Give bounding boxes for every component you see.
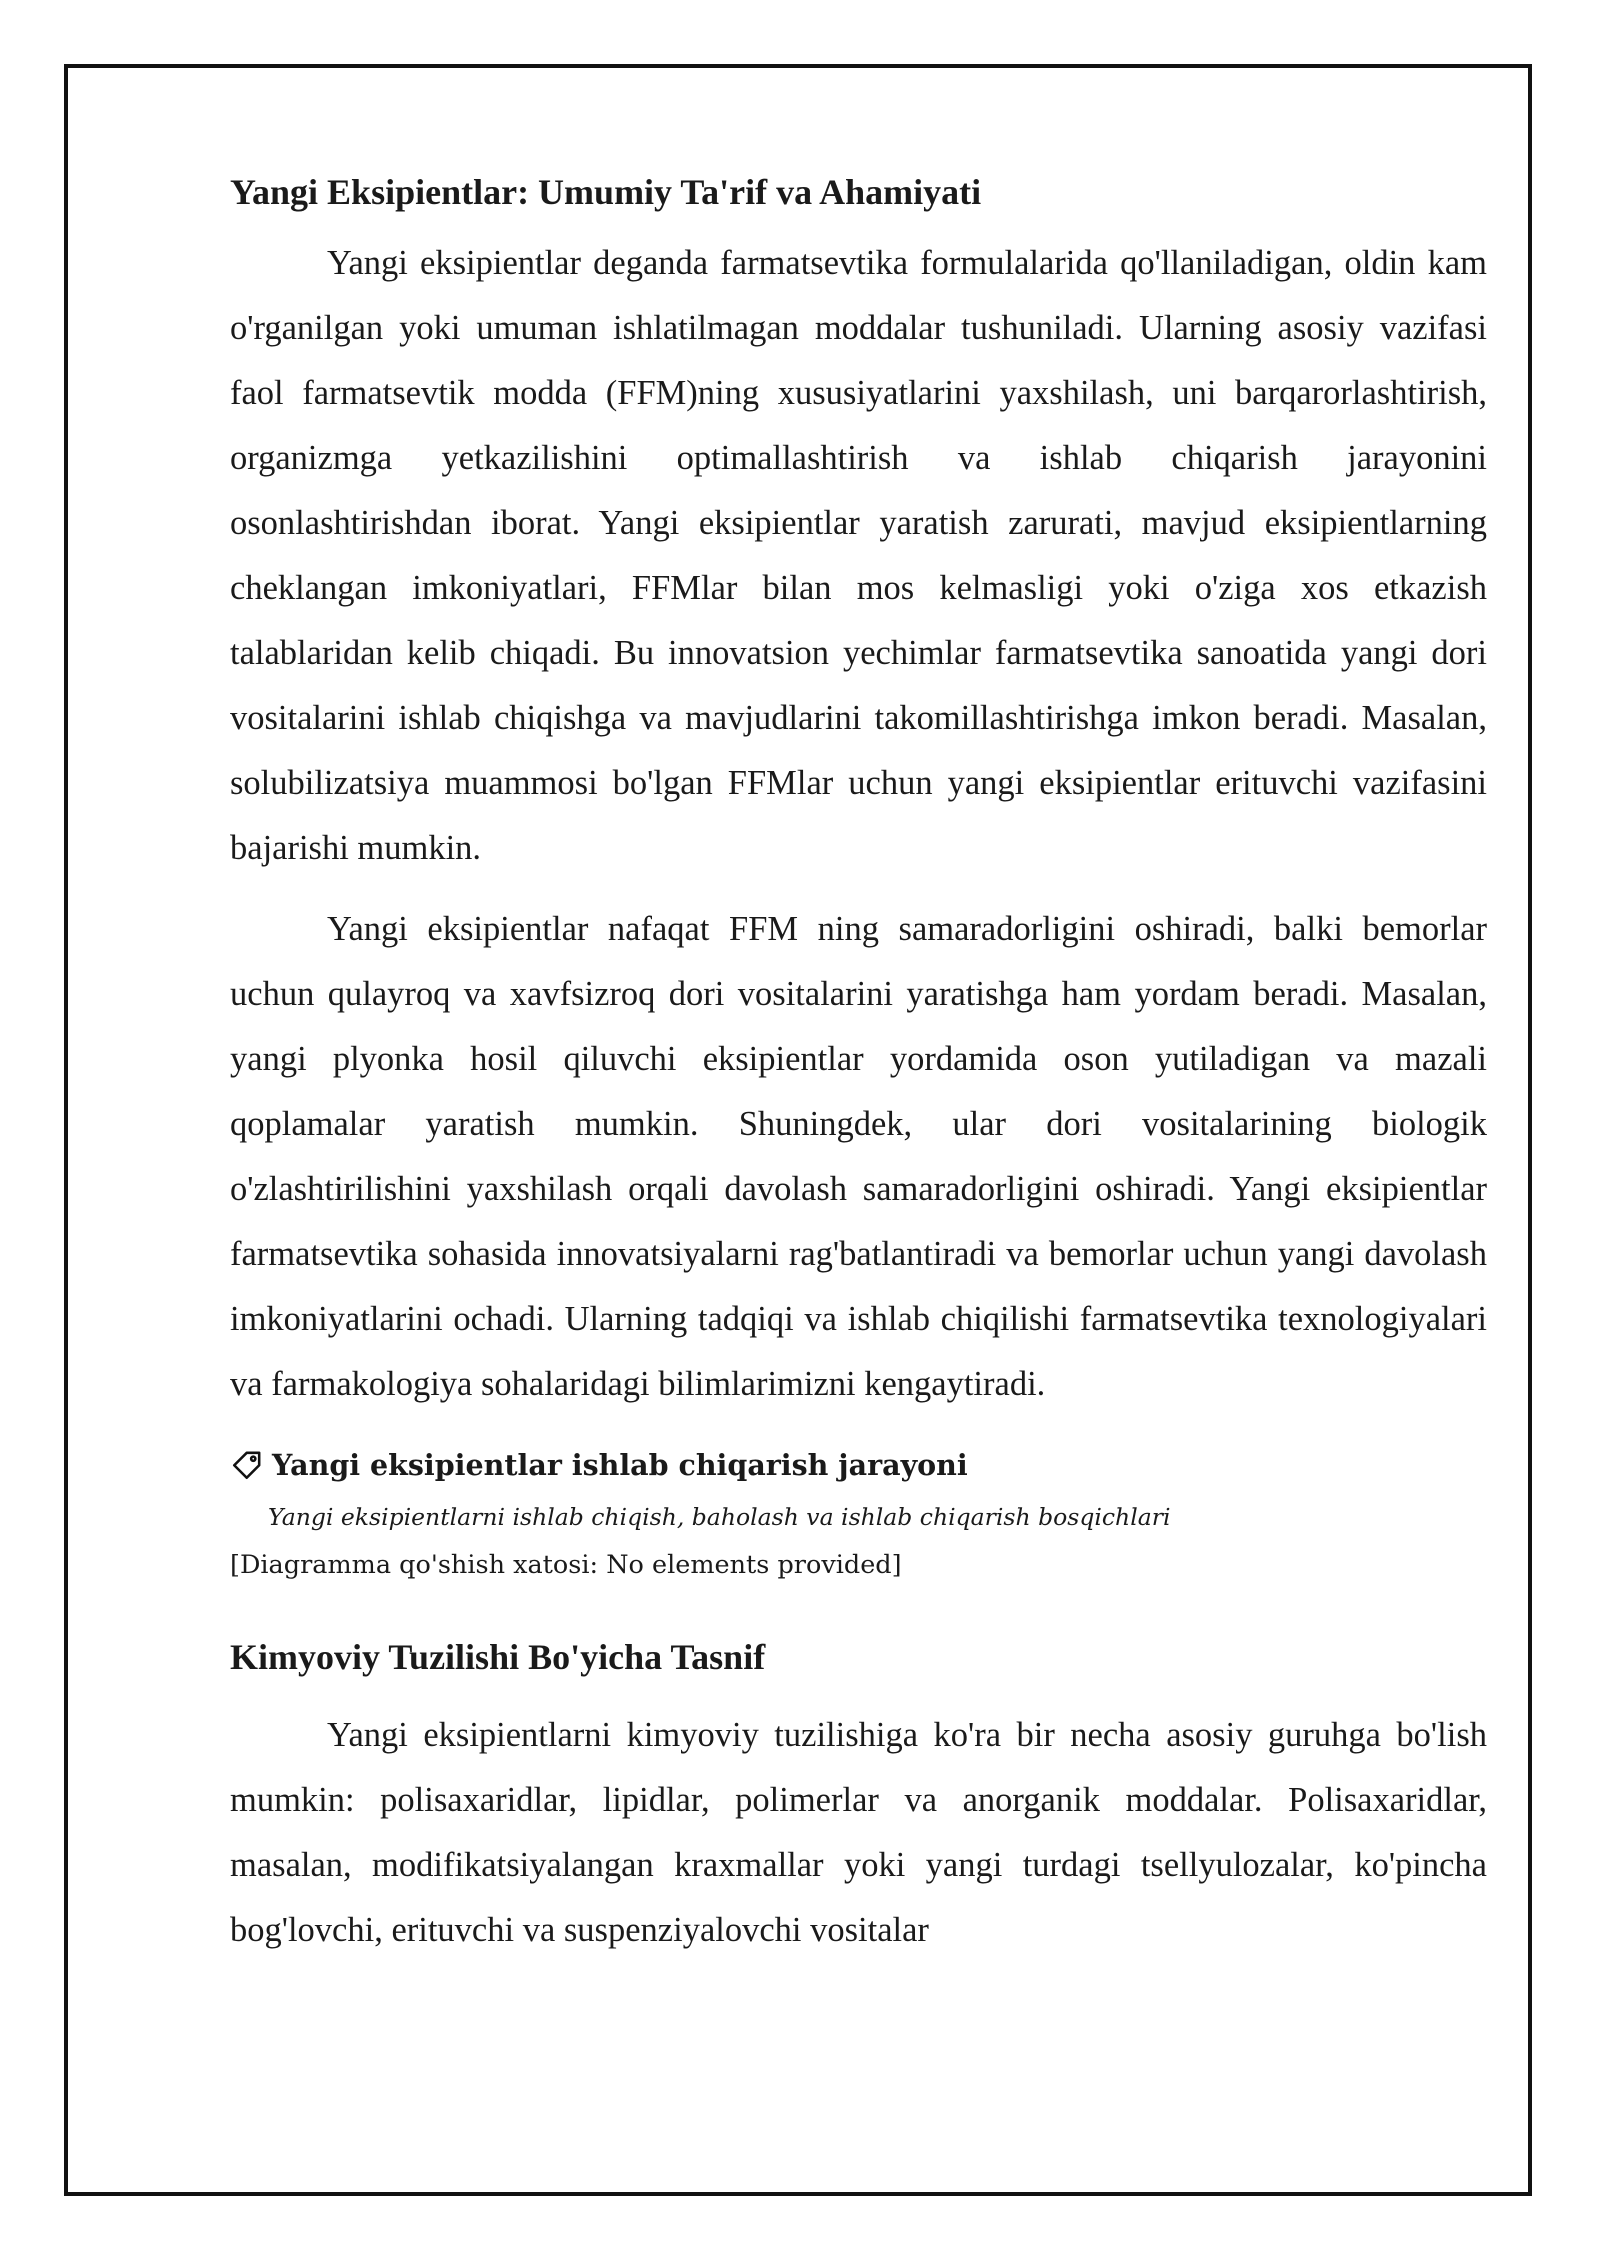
body-paragraph: Yangi eksipientlarni kimyoviy tuzilishiga ko'ra bir necha asosiy guruhga bo'lish mumkin: polisaxaridlar, lipidlar, polimerlar va anorganik moddalar. Polisaxaridlar, masalan, modifikatsiyalangan kraxmallar yoki yangi turdagi tsellyulozalar, ko'pincha bog'lovchi, erituvchi va suspenziyalovchi vositalar	[230, 1716, 1487, 1949]
figure-heading	[230, 1443, 1487, 1487]
section-title: Yangi Eksipientlar: Umumiy Ta'rif va Ahamiyati	[230, 172, 982, 212]
figure-block	[230, 1443, 1487, 1585]
page-content	[230, 170, 1487, 1963]
body-paragraph: Yangi eksipientlar nafaqat FFM ning samaradorligini oshiradi, balki bemorlar uchun qulayroq va xavfsizroq dori vositalarini yaratishga ham yordam beradi. Masalan, yangi plyonka hosil qiluvchi eksipientlar yordamida oson yutiladigan va mazali qoplamalar yaratish mumkin. Shuningdek, ular dori vositalarining biologik o'zlashtirilishini yaxshilash orqali davolash samaradorligini oshiradi. Yangi eksipientlar farmatsevtika sohasida innovatsiyalarni rag'batlantiradi va bemorlar uchun yangi davolash imkoniyatlarini ochadi. Ularning tadqiqi va ishlab chiqilishi farmatsevtika texnologiyalari va farmakologiya sohalaridagi bilimlarimizni kengaytiradi.	[230, 910, 1487, 1403]
diagram-error-message: [Diagramma qo'shish xatosi: No elements provided]	[230, 1550, 902, 1580]
figure-title: Yangi eksipientlar ishlab chiqarish jarayoni	[272, 1448, 968, 1482]
body-paragraph: Yangi eksipientlar deganda farmatsevtika formulalarida qo'llaniladigan, oldin kam o'rganilgan yoki umuman ishlatilmagan moddalar tushuniladi. Ularning asosiy vazifasi faol farmatsevtik modda (FFM)ning xususiyatlarini yaxshilash, uni barqarorlashtirish, organizmga yetkazilishini optimallashtirish va ishlab chiqarish jarayonini osonlashtirishdan iborat. Yangi eksipientlar yaratish zarurati, mavjud eksipientlarning cheklangan imkoniyatlari, FFMlar bilan mos kelmasligi yoki o'ziga xos etkazish talablaridan kelib chiqadi. Bu innovatsion yechimlar farmatsevtika sanoatida yangi dori vositalarini ishlab chiqishga va mavjudlarini takomillashtirishga imkon beradi. Masalan, solubilizatsiya muammosi bo'lgan FFMlar uchun yangi eksipientlar erituvchi vazifasini bajarishi mumkin.	[230, 244, 1487, 867]
tag-icon	[230, 1448, 264, 1482]
section-title: Kimyoviy Tuzilishi Bo'yicha Tasnif	[230, 1637, 766, 1677]
figure-subtitle: Yangi eksipientlarni ishlab chiqish, baholash va ishlab chiqarish bosqichlari	[268, 1503, 1171, 1531]
